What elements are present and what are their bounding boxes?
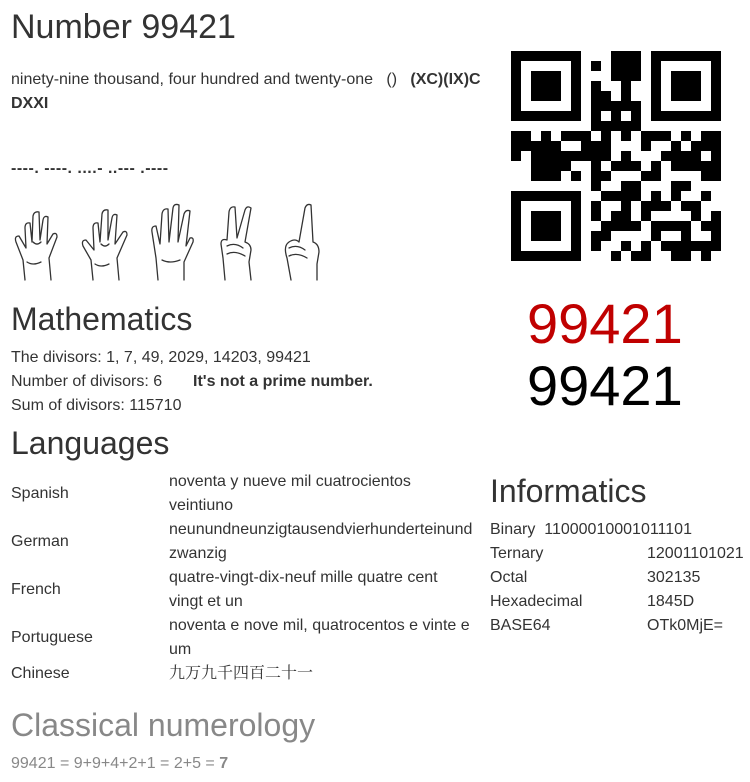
divisor-sum: Sum of divisors: 115710 [11,397,182,414]
base-name: Hexadecimal [490,593,583,610]
hand-1-icon [277,202,335,282]
hand-9-icon [11,202,69,282]
language-row [11,662,473,686]
morse-code: ----. ----. ....- ..--- .---- [11,160,169,177]
informatics-row [490,542,744,566]
language-name: Portuguese [11,629,93,646]
number-display-red: 99421 [527,292,683,355]
numerology-formula [11,752,228,776]
hand-4-icon [144,202,202,282]
prime-status: It's not a prime number. [193,373,373,390]
language-value: noventa y nueve mil cuatrocientos veintiuno [169,473,411,514]
language-row [11,518,473,566]
binary-label: Binary [490,521,536,538]
language-name: Spanish [11,485,69,502]
language-row [11,566,473,614]
language-value: 九万九千四百二十一 [169,665,314,682]
binary-row [490,518,692,542]
language-value: neunundneunzigtausendvierhunderteinundzwanzig [169,521,473,562]
hand-9-icon [77,202,135,282]
base-name: BASE64 [490,617,551,634]
hand-sign-row [11,200,331,282]
divisor-count: Number of divisors: 6 [11,373,163,390]
mathematics-heading: Mathematics [11,301,193,337]
base-value: 12001101021 [647,545,744,562]
words-paren: () [386,71,398,88]
language-name: French [11,581,61,598]
languages-heading: Languages [11,425,170,461]
numerology-sum: 99421 = 9+9+4+2+1 = 2+5 = [11,755,215,772]
qr-code-image [511,51,721,261]
numerology-heading: Classical numerology [11,707,316,743]
language-value: noventa e nove mil, quatrocentos e vinte e um [169,617,470,658]
informatics-row [490,566,744,590]
language-name: German [11,533,69,550]
language-row [11,614,473,662]
base-name: Ternary [490,545,544,562]
number-display-black: 99421 [527,354,683,417]
language-value: quatre-vingt-dix-neuf mille quatre cent vingt et un [169,569,438,610]
languages-table [11,470,473,686]
words-text: ninety-nine thousand, four hundred and twenty-one [11,71,374,88]
base-value: 302135 [647,569,701,586]
language-name: Chinese [11,665,70,682]
base-value: OTk0MjE= [647,617,724,634]
page-title: Number 99421 [11,8,236,46]
numerology-result: 7 [219,755,229,772]
informatics-row [490,614,744,638]
binary-value: 11000010001011101 [544,521,692,538]
informatics-heading: Informatics [490,473,647,509]
hand-2-icon [211,202,269,282]
base-name: Octal [490,569,528,586]
informatics-row [490,590,744,614]
base-value: 1845D [647,593,695,610]
divisors-list: The divisors: 1, 7, 49, 2029, 14203, 99421 [11,349,311,366]
number-in-words [11,68,481,116]
roman-numeral: (XC)(IX)CDXXI [11,71,481,112]
informatics-table [490,542,744,638]
language-row [11,470,473,518]
